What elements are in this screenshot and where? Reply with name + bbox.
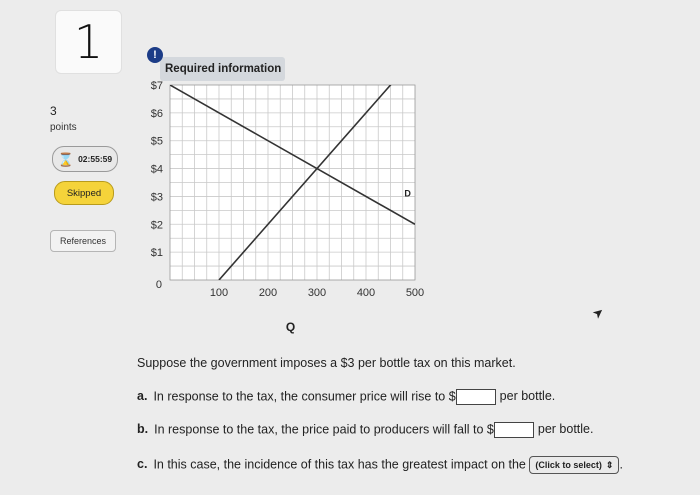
incidence-select[interactable] [529, 456, 619, 474]
part-c-period: . [619, 457, 623, 472]
x-tick-label: 100 [209, 287, 229, 299]
part-a [137, 389, 555, 405]
y-tick-label: $4 [150, 163, 163, 176]
x-tick-label: 400 [356, 287, 376, 299]
part-c [137, 456, 623, 474]
x-tick-label: 200 [258, 287, 278, 299]
mouse-cursor-icon: ➤ [589, 303, 608, 322]
points-label: points [50, 122, 77, 133]
part-b-text: In response to the tax, the price paid to producers will fall to $ [154, 422, 494, 437]
x-tick-label: 300 [307, 287, 327, 299]
part-c-letter: c. [137, 457, 148, 472]
select-arrows-icon: ⇕ [605, 459, 614, 470]
skipped-badge[interactable]: Skipped [54, 181, 114, 205]
part-c-text: In this case, the incidence of this tax has the greatest impact on the [153, 457, 526, 472]
part-a-letter: a. [137, 389, 148, 404]
y-tick-label: $3 [150, 191, 163, 204]
part-a-unit: per bottle. [499, 389, 556, 404]
part-b-unit: per bottle. [537, 422, 594, 437]
y-tick-label: $1 [150, 247, 163, 260]
x-tick-label: 500 [405, 287, 425, 299]
y-tick-label: $5 [150, 135, 163, 148]
question-number: 1 [55, 10, 122, 74]
part-b [137, 422, 593, 438]
y-tick-label: $7 [150, 80, 163, 92]
producer-price-input[interactable] [494, 422, 534, 438]
consumer-price-input[interactable] [456, 389, 496, 405]
problem-intro: Suppose the government imposes a $3 per bottle tax on this market. [137, 356, 516, 370]
timer-text: 02:55:59 [78, 154, 113, 164]
hourglass-icon: ⌛ [57, 151, 75, 167]
part-a-text: In response to the tax, the consumer price will rise to $ [153, 389, 456, 404]
y-tick-label: $6 [150, 107, 163, 120]
demand-label: D [404, 188, 411, 199]
y-tick-label: $2 [150, 219, 163, 232]
points-value: 3 [50, 104, 57, 118]
part-b-letter: b. [137, 422, 149, 437]
alert-icon: ! [147, 47, 163, 63]
required-information-label: Required information [165, 63, 282, 75]
x-tick-label: 0 [155, 279, 162, 291]
incidence-select-value: (Click to select) [535, 460, 602, 470]
references-button[interactable]: References [50, 230, 116, 252]
x-axis-label: Q [285, 320, 296, 334]
